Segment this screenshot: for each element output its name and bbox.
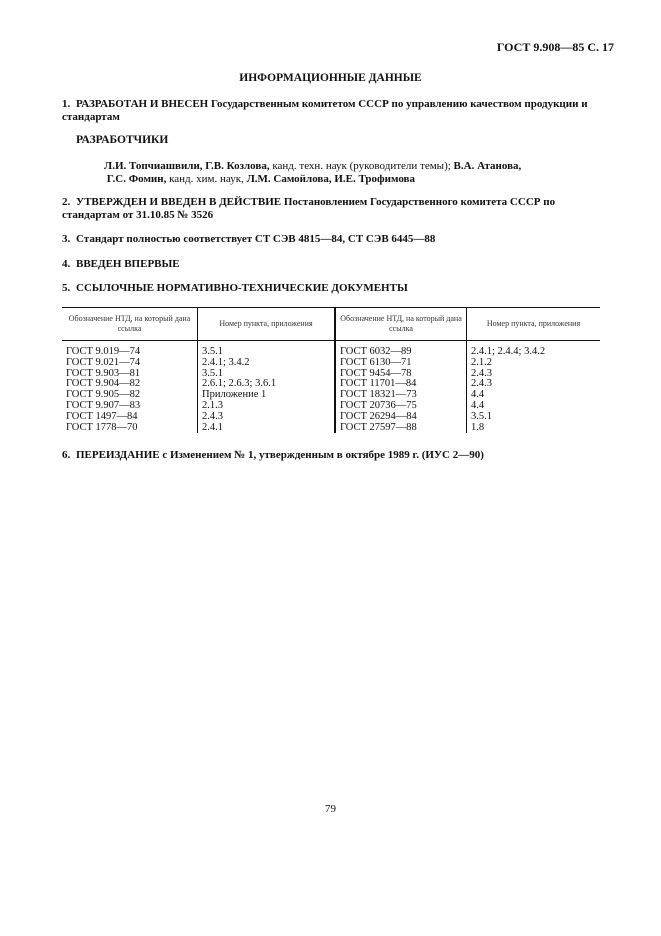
dev-role: канд. техн. наук (руководители темы); [269, 160, 454, 172]
table-cell: ГОСТ 9.905—82 [66, 389, 141, 401]
table-cell: ГОСТ 6032—89 [335, 341, 467, 358]
item-3 [62, 233, 602, 246]
table-cell: 2.1.2 [467, 358, 601, 369]
table-row [62, 379, 600, 390]
table-cell: ГОСТ 6130—71 [335, 358, 467, 369]
item-number: 1. [62, 98, 71, 110]
item-number: 4. [62, 258, 71, 270]
developers-heading: РАЗРАБОТЧИКИ [76, 134, 169, 146]
table-cell: ГОСТ 11701—84 [335, 379, 467, 390]
table-cell: ГОСТ 9.019—74 [66, 346, 141, 357]
column-header: Обозначение НТД, на который дана ссылка [62, 308, 198, 341]
column-header: Номер пункта, приложения [198, 308, 336, 341]
item-text: Государственным комитетом СССР по управлению качеством продукции и стандартам [62, 98, 588, 123]
item-text: Стандарт полностью соответствует СТ СЭВ 4815—84, СТ СЭВ 6445—88 [76, 233, 436, 245]
table-body [62, 341, 600, 434]
table-header-row [62, 308, 600, 341]
table-cell: ГОСТ 27597—88 [335, 423, 467, 434]
table-cell: 2.4.1; 2.4.4; 3.4.2 [467, 341, 601, 358]
item-number: 3. [62, 233, 71, 245]
dev-names: В.А. Атанова, [453, 160, 522, 172]
item-number: 2. [62, 196, 71, 208]
table-cell: 2.6.1; 2.6.3; 3.6.1 [198, 379, 336, 390]
page-number: 79 [325, 803, 336, 815]
table-cell: 2.4.1; 3.4.2 [198, 358, 336, 369]
item-2 [62, 196, 602, 222]
table-cell: ГОСТ 9.907—83 [66, 399, 141, 411]
table-cell: 2.4.3 [198, 412, 336, 423]
table-cell: ГОСТ 18321—73 [335, 390, 467, 401]
table-row [62, 423, 600, 434]
item-text: ВВЕДЕН ВПЕРВЫЕ [76, 258, 180, 270]
item-4 [62, 258, 602, 271]
item-text: ПЕРЕИЗДАНИЕ с Изменением № 1, утвержденным в октябре 1989 г. (ИУС 2—90) [76, 449, 484, 461]
table-cell: ГОСТ 9454—78 [335, 369, 467, 380]
table-cell: 3.5.1 [467, 412, 601, 423]
item-1 [62, 98, 602, 124]
dev-names: Г.С. Фомин, [106, 173, 167, 185]
item-bold: УТВЕРЖДЕН И ВВЕДЕН В ДЕЙСТВИЕ [76, 196, 282, 208]
column-header: Номер пункта, приложения [467, 308, 601, 341]
table-row [62, 358, 600, 369]
item-text: Постановлением Государственного комитета СССР по стандартам от 31.10.85 № 3526 [62, 196, 556, 221]
item-5 [62, 282, 602, 295]
item-number: 6. [62, 449, 71, 461]
table-cell: ГОСТ 9.903—81 [66, 367, 141, 379]
table-cell: ГОСТ 20736—75 [335, 401, 467, 412]
table-cell: 1.8 [467, 423, 601, 434]
item-number: 5. [62, 282, 71, 294]
reference-table [62, 307, 600, 433]
developers-list [104, 160, 594, 186]
table-cell: Приложение 1 [198, 390, 336, 401]
table-row [62, 369, 600, 380]
table-row [62, 341, 600, 358]
table-cell: ГОСТ 9.904—82 [66, 378, 141, 390]
section-title: ИНФОРМАЦИОННЫЕ ДАННЫЕ [239, 72, 422, 84]
table-row [62, 401, 600, 412]
page-header: ГОСТ 9.908—85 С. 17 [496, 40, 614, 54]
dev-names: Л.М. Самойлова, И.Е. Трофимова [246, 173, 415, 185]
table-cell: 3.5.1 [198, 369, 336, 380]
table-cell: ГОСТ 9.021—74 [66, 356, 141, 368]
table-cell: ГОСТ 1497—84 [66, 410, 138, 422]
dev-names: Л.И. Топчиашвили, Г.В. Козлова, [104, 160, 270, 172]
table-cell: 2.1.3 [198, 401, 336, 412]
table-cell: 4.4 [467, 390, 601, 401]
item-text: ССЫЛОЧНЫЕ НОРМАТИВНО-ТЕХНИЧЕСКИЕ ДОКУМЕНТЫ [76, 282, 408, 294]
dev-role: канд. хим. наук, [166, 173, 247, 185]
column-header: Обозначение НТД, на который дана ссылка [335, 308, 467, 341]
table-cell: 2.4.1 [198, 423, 336, 434]
table-cell: ГОСТ 1778—70 [66, 421, 138, 433]
table-cell: ГОСТ 26294—84 [335, 412, 467, 423]
table-cell: 2.4.3 [467, 369, 601, 380]
table-cell: 4.4 [467, 401, 601, 412]
table-cell: 3.5.1 [198, 341, 336, 358]
table-cell: 2.4.3 [467, 379, 601, 390]
item-bold: РАЗРАБОТАН И ВНЕСЕН [76, 98, 209, 110]
item-6 [62, 449, 602, 462]
table-row [62, 390, 600, 401]
table-row [62, 412, 600, 423]
